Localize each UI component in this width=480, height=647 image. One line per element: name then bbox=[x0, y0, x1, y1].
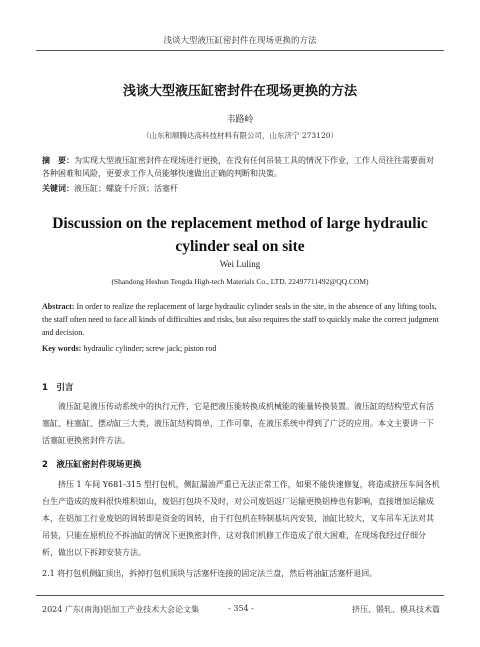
english-affiliation: (Shandong Heshun Tengda High-tech Materials Co., LTD. 22497711492@QQ.COM) bbox=[111, 277, 369, 286]
chinese-abstract-text: 为实现大型液压缸密封件在现场进行更换，在没有任何吊装工具的情况下作业，工作人员往往需要面对各种困难和风险，更要求工作人员能够快速做出正确的判断和决策。 bbox=[42, 156, 434, 178]
section-1-heading: 1 引言 bbox=[42, 383, 74, 393]
header-rule bbox=[36, 50, 444, 51]
section-1-body: 液压缸是液压传动系统中的执行元件，它是把液压能转换成机械能的能量转换装置。液压缸的结构型式有活塞缸、柱塞缸、摆动缸三大类，液压缸结构简单，工作可靠，在液压系统中得到了广泛的应用。本文主要讲一下活塞缸更换密封件方法。 bbox=[42, 402, 434, 445]
footer-proceedings-title: 2024 广东(南海)铝加工产业技术大会论文集 bbox=[42, 605, 200, 614]
chinese-keywords bbox=[42, 182, 440, 195]
subsection-2-1-text: 2.1 将打包机侧缸顶出，拆掉打包机顶块与活塞杆连接的固定法兰盘，然后将油缸活塞杆退回。 bbox=[42, 569, 378, 578]
page-number: - 354 - bbox=[228, 604, 254, 613]
english-title: Discussion on the replacement method of large hydraulic cylinder seal on site bbox=[52, 215, 428, 255]
chinese-author: 韦路岭 bbox=[226, 115, 254, 125]
section-2-body: 挤压 1 车间 Y681-315 型打包机，侧缸漏油严重已无法正常工作，如果不能快速修复，将造成挤压车间各机台生产造成的废料很快堆积如山，废铝打包块不及时，对公司废铝返厂运输更换铝棒也有影响，直接增加运输成本，在铝加工行业废铝的周转即是资金的周转，由于打包机在特制基坑内安装，油缸比较大，叉车吊车无法对其吊装，只能在原机位不拆油缸的情况下更换密封件，这对我们机修工作造成了很大困难，在现场我经过仔细分析，做出以下拆卸安装方法。 bbox=[42, 480, 440, 557]
chinese-keywords-label: 关键词： bbox=[42, 184, 74, 193]
chinese-title: 浅谈大型液压缸密封件在现场更换的方法 bbox=[122, 84, 357, 99]
english-keywords-text: hydraulic cylinder; screw jack; piston rod bbox=[81, 344, 217, 353]
footer-rule bbox=[36, 595, 444, 596]
english-keywords bbox=[42, 342, 440, 355]
english-abstract-text: In order to realize the replacement of large hydraulic cylinder seals in the site, in the absence of any lifting tools, the staff often need to face all kinds of difficulties and risks, but also requires the staff to quickly make the correct judgment and decision. bbox=[42, 302, 439, 337]
chinese-abstract bbox=[42, 154, 440, 180]
english-abstract-label: Abstract: bbox=[42, 302, 75, 311]
chinese-affiliation: （山东和顺腾达高科技材料有限公司，山东济宁 273120） bbox=[141, 131, 338, 140]
section-2-heading: 2 液压缸密封件现场更换 bbox=[42, 460, 142, 470]
english-keywords-label: Key words: bbox=[42, 344, 82, 353]
footer-section-name: 挤压、锻轧、模具技术篇 bbox=[352, 605, 440, 614]
chinese-abstract-label: 摘 要： bbox=[42, 156, 74, 165]
english-author: Wei Luling bbox=[219, 259, 261, 269]
english-abstract bbox=[42, 300, 440, 339]
running-head: 浅谈大型液压缸密封件在现场更换的方法 bbox=[163, 36, 317, 46]
chinese-keywords-text: 液压缸；螺旋千斤顶；活塞杆 bbox=[74, 184, 178, 193]
